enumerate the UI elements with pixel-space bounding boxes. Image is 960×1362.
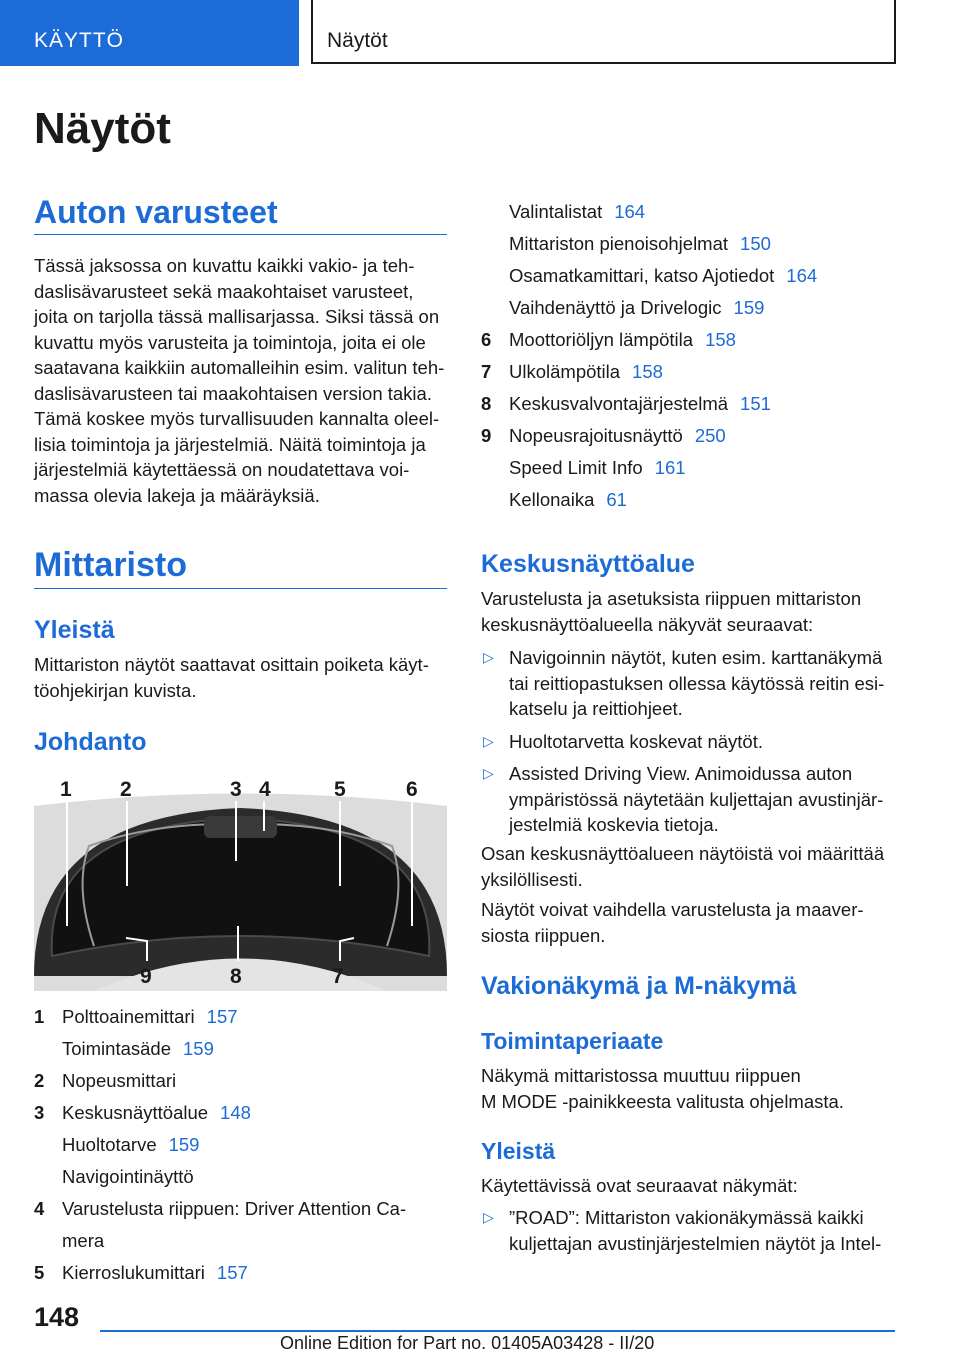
bullet-triangle-icon: ▷ [483,732,494,749]
page-reference-link[interactable]: 157 [216,1262,248,1283]
legend-item [34,1001,454,1033]
callout-number: 8 [230,965,242,988]
legend-text: Speed Limit Info [509,457,643,478]
bullet-line: Assisted Driving View. Animoidussa auton [509,763,853,784]
page-reference-link[interactable]: 157 [206,1006,238,1027]
keskus-paragraph-3 [481,897,901,948]
cluster-drawing [34,776,447,991]
legend-text: Valintalistat [509,201,603,222]
callout-number: 1 [60,778,72,801]
legend-item [481,420,901,452]
callout-number: 4 [259,778,271,801]
legend-item [34,1161,454,1193]
footer-rule [100,1330,895,1332]
bullet-line: katselu ja reittiohjeet. [509,698,683,719]
heading-rule [34,234,447,235]
legend-text: Keskusnäyttöalue [62,1102,209,1123]
text-line: siosta riippuen. [481,924,606,946]
bullet-line: jestelmiä koskevia tietoja. [509,814,719,835]
legend-text: Keskusvalvontajärjestelmä [509,393,729,414]
keskus-bullet-list [481,645,901,845]
legend-text: Kellonaika [509,489,595,510]
heading-yleista: Yleistä [34,616,115,644]
callout-number: 6 [406,778,418,801]
text-line: Näkymä mittaristossa muuttuu riippuen [481,1065,801,1086]
text-line: lisia toimintoja ja järjestelmiä. Näitä toimintoja ja [34,433,426,455]
page-reference-link[interactable]: 61 [606,489,627,510]
legend-text: Huoltotarve [62,1134,157,1155]
text-line: töohjekirjan kuvista. [34,679,197,701]
page-reference-link[interactable]: 151 [740,393,771,414]
legend-item [481,196,901,228]
page-reference-link[interactable]: 158 [705,329,736,350]
toimintaperiaate-paragraph [481,1063,901,1114]
text-line: joita on tarjolla tässä mallisarjassa. Siksi tässä on [34,306,440,327]
legend-number: 6 [481,329,492,350]
bullet-line: tai reittiopastuksen ollessa käytössä reitin esi- [509,672,885,694]
callout-number: 2 [120,778,132,801]
text-line: Osan keskusnäyttöalueen näytöistä voi määrittää [481,843,885,864]
bullet-line: Navigoinnin näytöt, kuten esim. karttanäkymä [509,647,883,668]
text-line: daslisävarusteen tai maakohtaisen version takia. [34,382,432,404]
bullet-item [481,729,901,755]
legend-text: Varustelusta riippuen: Driver Attention Ca- [62,1198,407,1219]
legend-number: 4 [34,1198,45,1219]
auton-paragraph [34,253,454,508]
text-line: Näytöt voivat vaihdella varustelusta ja maaver- [481,899,864,920]
text-line: massa olevia lakeja ja määräyksiä. [34,484,320,506]
legend-item [481,292,901,324]
legend-number: 1 [34,1006,45,1027]
legend-text: Nopeusrajoitusnäyttö [509,425,683,446]
legend-number: 8 [481,393,492,414]
text-line: keskusnäyttöalueella näkyvät seuraavat: [481,613,814,635]
bullet-item [481,645,901,722]
bullet-triangle-icon: ▷ [483,1209,494,1225]
legend-item [481,260,901,292]
heading-keskusnayttoalue: Keskusnäyttöalue [481,550,695,578]
text-line: Varustelusta ja asetuksista riippuen mittariston [481,588,862,609]
legend-item [34,1033,454,1065]
page-reference-link[interactable]: 161 [654,457,686,478]
page-reference-link[interactable]: 150 [740,233,771,254]
section-tab: KÄYTTÖ [0,0,299,66]
legend-item [481,452,901,484]
text-line: Tässä jaksossa on kuvattu kaikki vakio- ja teh- [34,255,415,276]
bullet-triangle-icon: ▷ [483,649,494,665]
page-reference-link[interactable]: 164 [614,201,646,222]
legend-item [481,356,901,388]
text-line: Mittariston näytöt saattavat osittain poiketa käyt- [34,654,429,675]
legend-text: Polttoainemittari [62,1006,195,1027]
bullet-line: ympäristössä näytetään kuljettajan avustinjär- [509,788,884,810]
legend-text: Osamatkamittari, katso Ajotiedot [509,265,775,286]
heading-vakionakyma: Vakionäkymä ja M-näkymä [481,972,797,1000]
legend-text: mera [62,1230,105,1251]
page-reference-link[interactable]: 158 [632,361,663,382]
legend-list-right [481,196,901,516]
text-line: Tämä koskee myös turvallisuuden kannalta oleel- [34,408,440,429]
yleista-paragraph [34,652,454,703]
legend-number: 2 [34,1070,45,1091]
page-reference-link[interactable]: 159 [183,1038,214,1059]
legend-item [481,228,901,260]
page-reference-link[interactable]: 164 [786,265,818,286]
callout-number: 5 [334,778,346,801]
bullet-triangle-icon: ▷ [483,765,494,781]
bullet-item [481,1205,901,1256]
text-line: M MODE -painikkeesta valitusta ohjelmasta. [481,1090,844,1112]
legend-text: Ulkolämpötila [509,361,621,382]
page-reference-link[interactable]: 159 [733,297,765,318]
heading-mittaristo: Mittaristo [34,546,187,584]
legend-item [34,1129,454,1161]
bullet-line: Huoltotarvetta koskevat näytöt. [509,730,763,752]
page-number: 148 [34,1302,80,1332]
page-reference-link[interactable]: 250 [694,425,726,446]
legend-item [481,388,901,420]
legend-item [34,1257,454,1289]
vakio-bullet-list [481,1205,901,1263]
legend-text: Kierroslukumittari [62,1262,205,1283]
text-line: saatavana kaikkiin automalleihin esim. valitun teh- [34,357,445,378]
keskus-intro [481,586,901,637]
page-reference-link[interactable]: 159 [168,1134,200,1155]
callout-number: 7 [332,965,344,988]
legend-number: 7 [481,361,492,382]
chapter-title-box: Näytöt [311,0,896,64]
keskus-paragraph-2 [481,841,901,892]
text-line: yksilöllisesti. [481,868,583,890]
text-line: daslisävarusteet sekä maakohtaiset varusteet, [34,280,414,302]
heading-rule [34,588,447,589]
legend-item [34,1097,454,1129]
legend-number: 9 [481,425,492,446]
bullet-line: kuljettajan avustinjärjestelmien näytöt ja Intel- [509,1232,882,1254]
heading-toimintaperiaate: Toimintaperiaate [481,1028,664,1054]
instrument-cluster-illustration [34,776,447,991]
heading-yleista-2: Yleistä [481,1138,556,1164]
legend-text: Moottoriöljyn lämpötila [509,329,694,350]
legend-list-left [34,1001,454,1289]
page-reference-link[interactable]: 148 [220,1102,251,1123]
legend-number: 3 [34,1102,45,1123]
legend-item [34,1193,454,1225]
legend-item [34,1065,454,1097]
bullet-line: ”ROAD”: Mittariston vakionäkymässä kaikki [509,1207,864,1228]
page-title: Näytöt [34,104,171,153]
legend-number: 5 [34,1262,45,1283]
bullet-item [481,761,901,838]
heading-auton-varusteet: Auton varusteet [34,194,278,230]
legend-text: Mittariston pienoisohjelmat [509,233,729,254]
legend-text: Vaihdenäyttö ja Drivelogic [509,297,722,318]
text-line: järjestelmiä käytettäessä on noudatettava voi- [34,459,410,480]
yleista-2-paragraph: Käytettävissä ovat seuraavat näkymät: [481,1175,798,1196]
heading-johdanto: Johdanto [34,728,147,756]
callout-number: 3 [230,778,242,801]
legend-text: Toimintasäde [62,1038,172,1059]
callout-number: 9 [140,965,152,988]
legend-text: Navigointinäyttö [62,1166,194,1187]
legend-text: Nopeusmittari [62,1070,177,1091]
text-line: kuvattu myös varusteita ja toimintoja, joita ei ole [34,331,426,353]
legend-item [481,324,901,356]
legend-item [481,484,901,516]
footer-edition: Online Edition for Part no. 01405A03428 - II/20 [280,1333,655,1353]
legend-item [34,1225,454,1257]
